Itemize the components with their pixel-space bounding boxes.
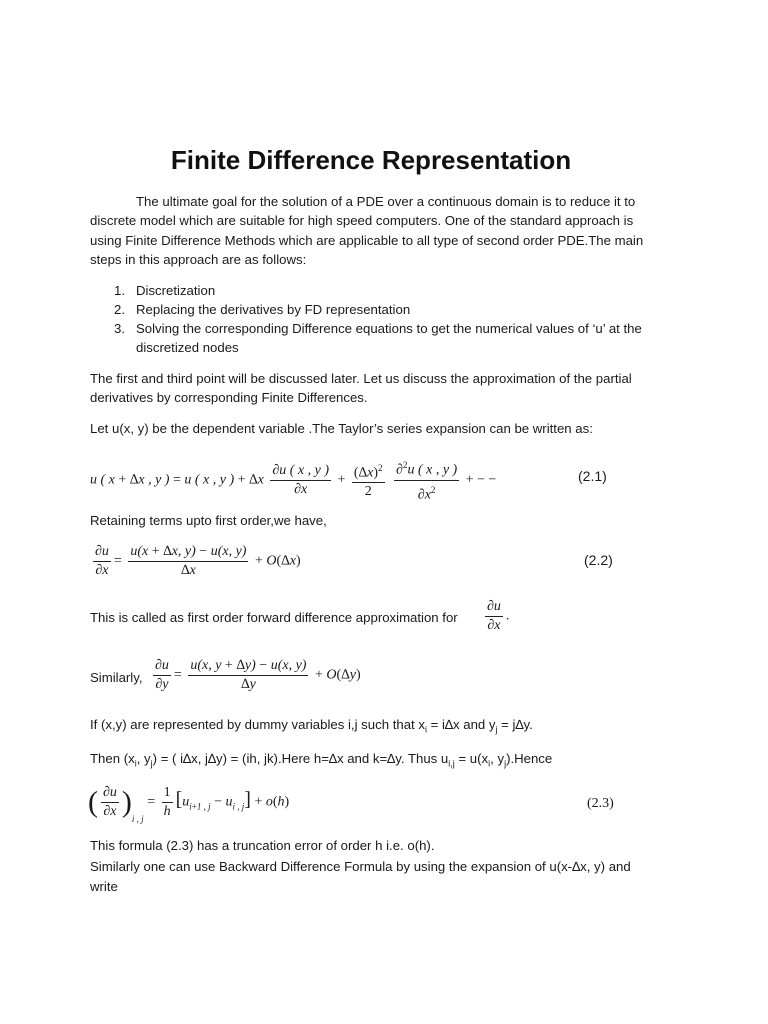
list-item: Solving the corresponding Difference equations to get the numerical values of ‘u’ at the: [136, 321, 642, 336]
equation-2-1: u ( x + ∆x , y ) = u ( x , y ) + ∆x $\frac{\partial u ( x , y )}{\partial x}$ + $\frac{(\Delta x)^2}{2}$ $\frac{\partial^2u ( x , y )}{\partial x^2}$ + − −: [90, 456, 496, 504]
intro-line-4: steps in this approach are as follows:: [90, 252, 307, 267]
equation-dy: $\frac{\partial u}{\partial y}$ = $\frac{u(x, y + \Delta y) - u(x, y)}{\Delta y}$ + O(∆y): [155, 658, 361, 692]
equation-2-3: ( $\frac{\partial u}{\partial x}$ )$_{i , j}$ = $\frac{1}{h}$ $[u_{i+1 , j} - u_{i , j}] + o(h)$: [88, 785, 290, 824]
then-text: Then ($x_i$, $y_j$) = ( i∆x, j∆y) = (ih, jk).Here h=∆x and k=∆y. Thus $u_{i,j} = u(x_i$, $y_j).Hence$: [90, 751, 553, 769]
list-item-continuation: discretized nodes: [136, 340, 239, 355]
page-title: Finite Difference Representation: [170, 145, 572, 175]
points-line-1: The first and third point will be discussed later. Let us discuss the approximation of the partial: [90, 371, 632, 386]
equation-number: (2.1): [578, 468, 607, 484]
intro-line-3: using Finite Difference Methods which are applicable to all type of second order PDE.The main: [90, 233, 644, 248]
retaining-text: Retaining terms upto first order,we have,: [90, 513, 327, 528]
equation-number: (2.2): [584, 552, 613, 568]
backward-line-1: Similarly one can use Backward Difference Formula by using the expansion of u(x-∆x, y) and: [90, 859, 631, 874]
list-item: Discretization: [136, 283, 216, 298]
intro-line-2: discrete model which are suitable for high speed computers. One of the standard approach is: [90, 213, 634, 228]
list-item: Replacing the derivatives by FD representation: [136, 302, 411, 317]
partial-derivative: $\frac{\partial u}{\partial x}$ .: [487, 599, 510, 633]
taylor-intro: Let u(x, y) be the dependent variable .The Taylor’s series expansion can be written as:: [90, 421, 593, 436]
equation-2-2: $\frac{\partial u}{\partial x}$ = $\frac{u(x + \Delta x, y) - u(x, y)}{\Delta x}$ + O(∆x): [95, 544, 301, 578]
forward-difference-text: This is called as first order forward difference approximation for: [90, 610, 458, 625]
list-item-number: 1.: [114, 283, 125, 298]
equation-number: (2.3): [587, 796, 614, 811]
similarly-label: Similarly,: [90, 670, 143, 685]
intro-line-1: The ultimate goal for the solution of a PDE over a continuous domain is to reduce it to: [136, 194, 636, 209]
list-item-number: 3.: [114, 321, 125, 336]
list-item-number: 2.: [114, 302, 125, 317]
truncation-text: This formula (2.3) has a truncation error of order h i.e. o(h).: [90, 838, 435, 853]
points-line-2: derivatives by corresponding Finite Differences.: [90, 390, 368, 405]
dummy-variables-text: If (x,y) are represented by dummy variables i,j such that $x_i = i\Delta x$ and $y_j = j\Delta y$.: [90, 717, 533, 735]
backward-line-2: write: [90, 879, 118, 894]
